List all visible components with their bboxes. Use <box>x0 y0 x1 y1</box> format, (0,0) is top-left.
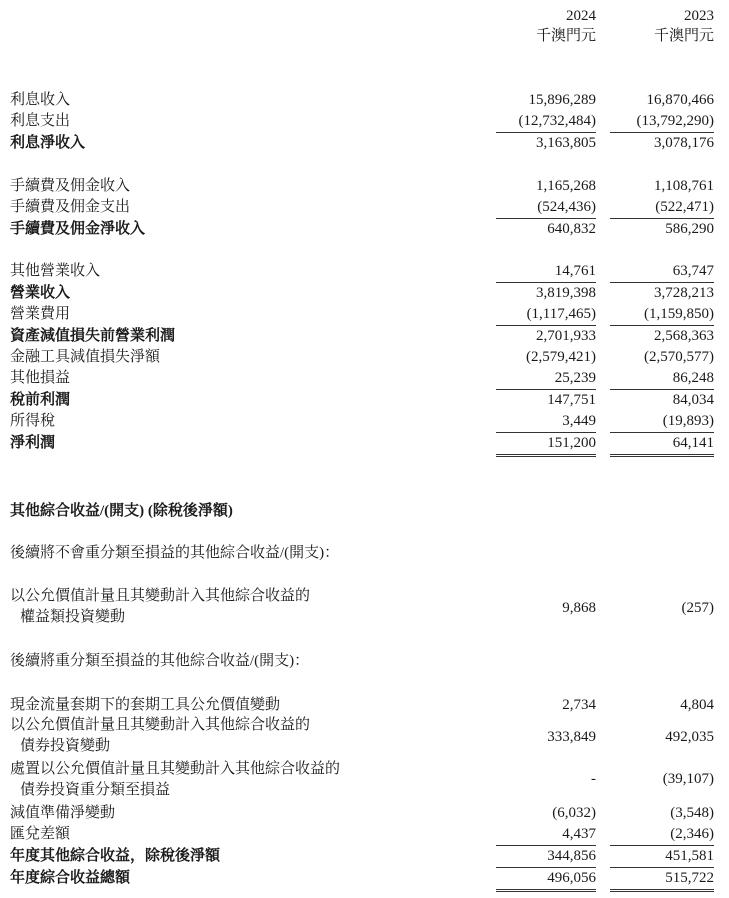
column-header-2023 <box>630 6 714 46</box>
value-2023: (39,107) <box>662 771 714 787</box>
value-2024: 3,449 <box>496 410 596 433</box>
value-2024: (6,032) <box>552 805 596 821</box>
label-line-1: 處置以公允價值計量且其變動計入其他綜合收益的 <box>10 761 341 777</box>
row-label: 減值準備淨變動 <box>10 805 116 821</box>
label-line-2: 債券投資變動 <box>20 738 111 754</box>
value-2023: 63,747 <box>610 260 714 283</box>
row-other-gains-losses <box>0 367 729 389</box>
oci-reclassified-heading: 後續將重分類至損益的其他綜合收益/(開支)： <box>10 653 310 669</box>
row-label: 年度綜合收益總額 <box>10 870 131 886</box>
value-2023: 515,722 <box>610 867 714 892</box>
row-interest-expense <box>0 110 729 132</box>
value-2024: 14,761 <box>496 260 596 283</box>
value-2023: 16,870,466 <box>646 92 714 108</box>
row-total-comprehensive-income <box>0 867 729 889</box>
row-cash-flow-hedge <box>0 694 729 716</box>
value-2024: 15,896,289 <box>528 92 596 108</box>
value-2023: (522,471) <box>610 196 714 219</box>
value-2024: (1,117,465) <box>496 303 596 326</box>
row-label: 手續費及佣金淨收入 <box>10 221 146 237</box>
value-2023: 1,108,761 <box>654 178 714 194</box>
row-net-profit <box>0 432 729 454</box>
value-2023: (2,570,577) <box>644 349 714 365</box>
row-label: 其他營業收入 <box>10 263 101 279</box>
row-label: 金融工具減值損失淨額 <box>10 349 161 365</box>
value-2023: (3,548) <box>670 805 714 821</box>
unit-2023: 千澳門元 <box>653 28 714 44</box>
label-line-1: 以公允價值計量且其變動計入其他綜合收益的 <box>10 717 311 733</box>
value-2023: 3,728,213 <box>654 285 714 301</box>
value-2024: 4,437 <box>496 823 596 846</box>
value-2024: (2,579,421) <box>526 349 596 365</box>
value-2023: (19,893) <box>610 410 714 433</box>
value-2024: 496,056 <box>496 867 596 892</box>
row-label: 其他損益 <box>10 370 71 386</box>
row-profit-before-impairment <box>0 325 729 347</box>
value-2023: 84,034 <box>672 392 714 408</box>
row-label: 利息收入 <box>10 92 71 108</box>
row-label: 現金流量套期下的套期工具公允價值變動 <box>10 697 281 713</box>
row-label: 營業費用 <box>10 306 71 322</box>
year-2024: 2024 <box>566 8 596 24</box>
row-label: 稅前利潤 <box>10 392 71 408</box>
value-2024: 25,239 <box>496 367 596 390</box>
row-label: 所得稅 <box>10 413 56 429</box>
value-2024: 2,734 <box>562 697 596 713</box>
row-label: 年度其他綜合收益，除稅後淨額 <box>10 848 221 864</box>
row-operating-income <box>0 282 729 304</box>
oci-not-reclassified-heading: 後續將不會重分類至損益的其他綜合收益/(開支)： <box>10 545 340 561</box>
row-label: 營業收入 <box>10 285 71 301</box>
value-2023: 86,248 <box>610 367 714 390</box>
value-2024: (524,436) <box>496 196 596 219</box>
row-label: 手續費及佣金收入 <box>10 178 131 194</box>
value-2023: 2,568,363 <box>654 328 714 344</box>
value-2023: 451,581 <box>610 845 714 868</box>
row-fee-income <box>0 175 729 197</box>
value-2023: (2,346) <box>610 823 714 846</box>
value-2023: 492,035 <box>665 729 714 745</box>
row-net-fee-income <box>0 218 729 240</box>
row-fee-expense <box>0 196 729 218</box>
value-2023: 3,078,176 <box>654 135 714 151</box>
value-2023: 586,290 <box>665 221 714 237</box>
oci-section-title: 其他綜合收益/(開支) (除稅後淨額) <box>10 503 233 519</box>
value-2024: 3,819,398 <box>536 285 596 301</box>
row-operating-expenses <box>0 303 729 325</box>
column-header-2024 <box>520 6 596 46</box>
row-impairment-losses <box>0 346 729 368</box>
value-2024: 9,868 <box>562 600 596 616</box>
label-line-2: 權益類投資變動 <box>20 609 126 625</box>
value-2024: 640,832 <box>547 221 596 237</box>
value-2023: (257) <box>681 600 714 616</box>
row-profit-before-tax <box>0 389 729 411</box>
value-2024: - <box>591 771 596 787</box>
row-label: 利息支出 <box>10 113 71 129</box>
unit-2024: 千澳門元 <box>535 28 596 44</box>
label-line-2: 債券投資重分類至損益 <box>20 782 171 798</box>
value-2024: 344,856 <box>496 845 596 868</box>
value-2023: 64,141 <box>610 432 714 457</box>
label-line-1: 以公允價值計量且其變動計入其他綜合收益的 <box>10 588 311 604</box>
row-label: 利息淨收入 <box>10 135 86 151</box>
year-2023: 2023 <box>684 8 714 24</box>
value-2024: 1,165,268 <box>536 178 596 194</box>
row-debt-investment-values <box>0 726 729 748</box>
row-equity-investment-values <box>0 597 729 619</box>
value-2023: (13,792,290) <box>610 110 714 133</box>
row-label: 資產減值損失前營業利潤 <box>10 328 176 344</box>
value-2023: 4,804 <box>680 697 714 713</box>
row-disposal-values <box>0 768 729 790</box>
row-label: 匯兌差額 <box>10 826 71 842</box>
row-other-operating-income <box>0 260 729 282</box>
row-net-interest-income <box>0 132 729 154</box>
row-interest-income <box>0 89 729 111</box>
value-2023: (1,159,850) <box>610 303 714 326</box>
value-2024: 2,701,933 <box>536 328 596 344</box>
row-label: 手續費及佣金支出 <box>10 199 131 215</box>
value-2024: (12,732,484) <box>496 110 596 133</box>
row-impairment-change <box>0 802 729 824</box>
row-income-tax <box>0 410 729 432</box>
value-2024: 333,849 <box>547 729 596 745</box>
row-label: 淨利潤 <box>10 435 56 451</box>
value-2024: 147,751 <box>547 392 596 408</box>
value-2024: 151,200 <box>496 432 596 457</box>
value-2024: 3,163,805 <box>536 135 596 151</box>
row-exchange-difference <box>0 823 729 845</box>
row-oci-total <box>0 845 729 867</box>
